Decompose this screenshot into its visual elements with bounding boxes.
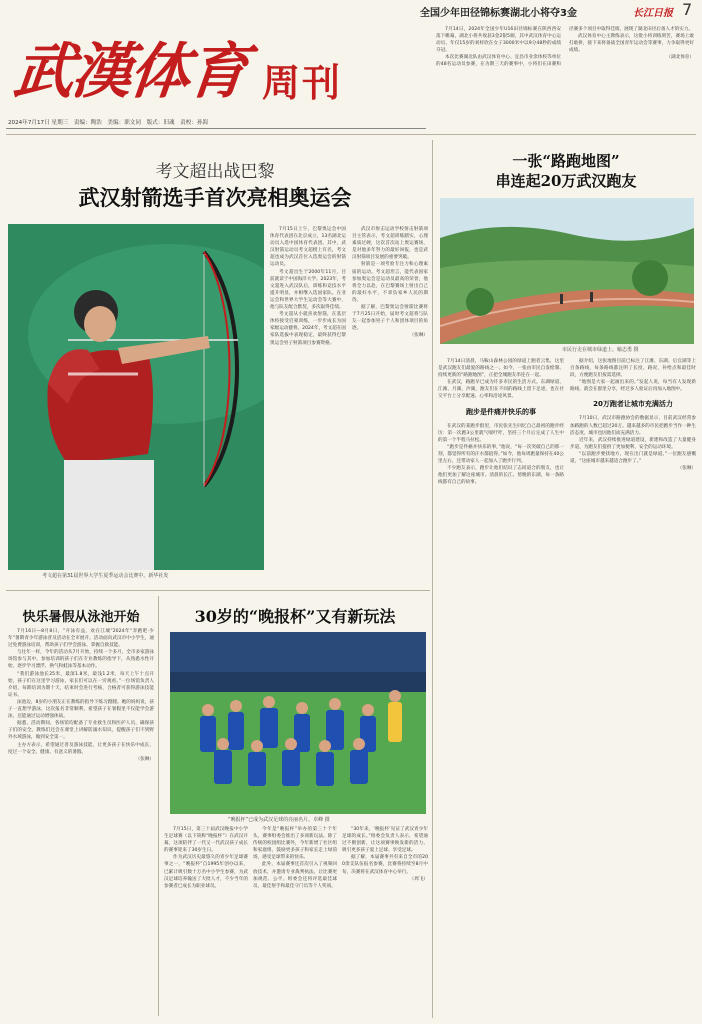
article-paragraph: 在武汉的某跑步群里，市民张先生回忆自己最初的跑步经历：第一次跑3公里就气喘吁吁，坚持三个月后完成了人生中的第一个半程马拉松。 [438,423,564,443]
article-paragraph: 据悉，活动期间，各场馆均配备了专业救生员和医护人员，确保孩子们的安全。教练们还会在课堂上讲解防溺水知识，提醒孩子们不到野外水域游泳，做到安全第一。 [8,721,154,741]
article-paragraph: 7月14日清晨，马鞍山森林公园的绿道上跑者云集，这里是武汉跑友们最爱的路线之一。如今，一张由市民自发绘制、持续更新的“路跑地图”，正把全城跑友串连在一起。 [438,359,564,379]
horizontal-rule [6,134,696,135]
archer-image [8,224,264,570]
article-paragraph: 作为武汉历史最悠久的青少年足球赛事之一，“晚报杯”自1995年创办以来，已累计吸引数十万名中小学生参赛，为武汉足球培养输送了大批人才，不少当年的参赛者已成长为职业球员。 [164,855,248,889]
byline: （张琳） [677,466,696,472]
running-subhead-1: 跑步是件痛并快乐的事 [466,407,536,416]
dateline: 2024年7月17日 星期三 责编：陶浩 美编：职文同 版式：旧魂 责校：孙海 [8,120,209,126]
page-number: 7 [682,0,693,19]
article-paragraph: 据了解，巴黎奥运会射箭比赛将于7月25日开始，届时考文超将与队友一起参加男子个人和团体项目的角逐。 [352,305,428,332]
article-paragraph: 近年来，武汉持续推进绿道建设，新建和改造了大量健身步道，为跑友们提供了更加便利、安全的运动环境。 [570,437,696,450]
top-right-article [436,26,694,130]
article-paragraph: 考文超出生于2000年11月，目前就读于中国海洋大学。2023年，考文超进入武汉队后，训练和竞技水平提升明显，并相继入选国家队。在亚运会和世界大学生运动会等大赛中，他与队友配合默契，多次取得佳绩。 [270,269,347,311]
archery-caption: 考文超在第31届世界大学生夏季运动会比赛中。新华社发 [42,573,169,579]
newspaper-logo: 长江日报 [633,8,673,19]
football-caption: “晚报杯”已成为武汉足球的亮丽名片。卓峰 摄 [228,817,330,823]
archery-headline[interactable]: 武汉射箭选手首次亮相奥运会 [78,185,352,210]
byline: （张琳） [409,333,428,339]
byline: （湖北体育） [666,55,694,61]
column-divider [158,596,159,1016]
article-paragraph: 7月15日，第三十届武汉晚报中小学生足球赛（以下简称“晚报杯”）在武汉开幕，这项陪伴了一代又一代武汉孩子成长的赛事迎来了30岁生日。 [164,827,248,854]
archery-kicker: 考文超出战巴黎 [155,162,275,182]
article-paragraph: 今年是“晚报杯”举办的第三十个年头，赛事组委会推出了多项新玩法。除了传统的校园组比赛外，今年新增了社区组和家庭组，鼓励更多孩子和家长走上绿茵场，感受足球带来的快乐。 [253,827,337,861]
horizontal-rule [6,590,430,591]
greenway-image [440,198,694,344]
article-paragraph: 与往年一样，今年的活动从7月开始，持续一个多月，全市多家游泳场馆参与其中。参加培训的孩子们在专业教练的指导下，从熟悉水性开始，逐步学习漂浮、换气和蛙泳等基本动作。 [8,650,154,670]
running-photo[interactable] [440,198,694,344]
article-paragraph: 不少跑友表示，跑步让他们结识了志同道合的朋友，也让他们更加了解这座城市。清晨的长江、傍晚的东湖，每一条路线都有自己的故事。 [438,466,564,486]
top-headline[interactable]: 全国少年田径锦标赛湖北小将夺3金 [420,8,577,19]
byline: （张琳） [135,756,154,762]
article-paragraph: 考文超从小就喜欢射箭，在基层体校接受启蒙训练，一步步成长为国家级运动健将。2024年，考文超在国家队选拔中表现稳定，最终获得巴黎奥运会男子射箭项目参赛资格。 [270,312,347,346]
running-headline-2[interactable]: 串连起20万武汉跑友 [495,172,637,190]
masthead-title: 武漢体育 [10,37,250,107]
archery-body [270,226,428,576]
byline: （周飞） [409,876,428,882]
article-paragraph: 7月14日，2024年全国少年U16田径锦标赛在陕西西安落下帷幕，湖北小将共收获3金2银5铜，其中武汉体育中心运动员、年仅15岁的刘梓欣在女子3000米中以9分48秒的成绩夺冠。 [436,27,561,54]
article-paragraph: “以前跑步要找地方，现在出门就是绿道。”一位跑友感慨道，“这座城市越来越适合跑步了。” [570,451,696,465]
article-paragraph: 7月10日，武汉市路跑协会的数据显示，目前武汉经常参加路跑的人数已超过20万。越来越多的市民把跑步当作一种生活态度，城市也因他们而充满活力。 [570,416,696,436]
masthead-subtitle: 周刊 [262,61,343,105]
football-col2 [253,826,337,1016]
article-paragraph: 此外，本届赛事还首次引入了视频回放技术，并邀请专业裁判执法，让比赛更加规范、公平。组委会还将评选最佳球员、最佳射手和最佳守门员等个人奖项。 [253,862,337,889]
article-paragraph: 武汉市射击运动学校射击射箭项目主管表示，考文超训练踏实，心理素质过硬，这次首次站上奥运赛场，是对他多年努力的最好回报，也是武汉射箭项目发展的重要突破。 [352,227,428,261]
running-subhead-2: 20万跑者让城市充满活力 [593,400,673,409]
archery-photo[interactable] [8,224,264,570]
swimming-body [8,628,154,1014]
article-paragraph: 7月15日上午，巴黎奥运会中国体育代表团在北京成立，13名湖北运动员入选中国体育代表团。其中，武汉射箭运动员考文超榜上有名，考文超也成为武汉首位入选奥运会的射箭运动员。 [270,227,346,268]
running-col1 [438,358,564,1014]
football-photo[interactable] [170,632,426,814]
article-paragraph: “地图是大家一起画出来的。”发起人说，每当有人发现新路线，就会在群里分享，经过多人验证后再加入地图中。 [570,380,696,393]
masthead [0,24,430,144]
top-banner [0,0,702,24]
running-col2 [570,358,696,1014]
running-headline-1[interactable]: 一张“路跑地图” [512,152,620,170]
running-caption: 市民行走在城市绿道上。喻志勇 摄 [562,347,639,353]
article-paragraph: 7月16日—8月8日，“开泳有益，欢在江城”2024年“奔跑吧·少年”暑期青少年游泳普及活动在全市展开。活动面向武汉市中小学生，通过免费游泳培训，帮助孩子们学会游泳、掌握自救技能。 [8,629,154,649]
football-headline[interactable]: 30岁的“晚报杯”又有新玩法 [194,607,396,626]
masthead-rule [6,128,426,129]
article-paragraph: 据介绍，这张地图目前已标注了江滩、东湖、后官湖等上百条路线，每条路线都注明了长度、路况、补给点和最佳时段，方便跑友们按需选择。 [570,359,696,379]
article-paragraph: 据了解，本届赛事共有来自全市的200余支队伍报名参赛，比赛将持续至8月中旬，决赛将在武汉体育中心举行。 [342,855,428,875]
football-col1 [164,826,248,1016]
article-paragraph: 主办方表示，希望通过普及游泳技能，让更多孩子在快乐中成长，度过一个安全、健康、有意义的暑假。 [8,742,154,755]
article-paragraph: 射箭是一项考验专注力和心理素质的运动。考文超坦言，能代表国家参加奥运会是运动员最高的荣誉，他将全力以赴，在巴黎赛场上射出自己的最好水平，不辜负家乡人民的期待。 [352,262,428,303]
article-paragraph: 泳池边，8岁的小朋友正在教练的指导下练习蹬腿。她的妈妈说，孩子一直想学游泳，这次报名非常顺利，希望孩子在暑假里不仅能学会游泳，还能通过运动增强体质。 [8,699,154,720]
article-paragraph: “30年来，‘晚报杯’见证了武汉青少年足球的成长。”组委会负责人表示，希望通过不断创新，让这项赛事焕发新的活力，吸引更多孩子爱上足球、享受足球。 [342,827,428,854]
article-paragraph: 在武汉，路跑早已成为许多市民的生活方式。东湖绿道、江滩、月湖、沙湖，跑友们在不同的路线上留下足迹，也在社交平台上分享配速、心率和沿途风景。 [438,380,564,400]
football-col3 [342,826,428,1016]
football-team-image [170,632,426,814]
column-divider [432,140,433,1018]
swimming-headline[interactable]: 快乐暑假从泳池开始 [22,610,140,625]
article-paragraph: 本次比赛湖北队由武汉体育中心、宜昌市业余体校等单位的48名运动员参赛，在为期三天的赛事中，小将们在田赛和径赛多个项目中取得佳绩，展现了湖北田径后备人才的实力。 [436,27,694,68]
article-paragraph: “跑步是件痛并快乐的事，”他说，“每一次突破自己的那一刻，都觉得所有的汗水都值得。”如今，他每周跑量保持在40公里左右，还带动家人一起加入了跑步行列。 [438,444,564,465]
article-paragraph: “我们游泳池长25米，最深1.8米，最浅1.2米，每天上午十点开始，孩子们在这里学习游泳，家长们可以在一旁观看。”一位场馆负责人介绍，每期培训为期十天，结束时会进行考核，合格者可获得游泳技能证书。 [8,671,154,698]
article-paragraph: 武汉体育中心主教练表示，这批小将训练刻苦，赛场上敢打敢拼，接下来将备战全国青年运动会等赛事，力争取得更好成绩。 [569,34,694,54]
